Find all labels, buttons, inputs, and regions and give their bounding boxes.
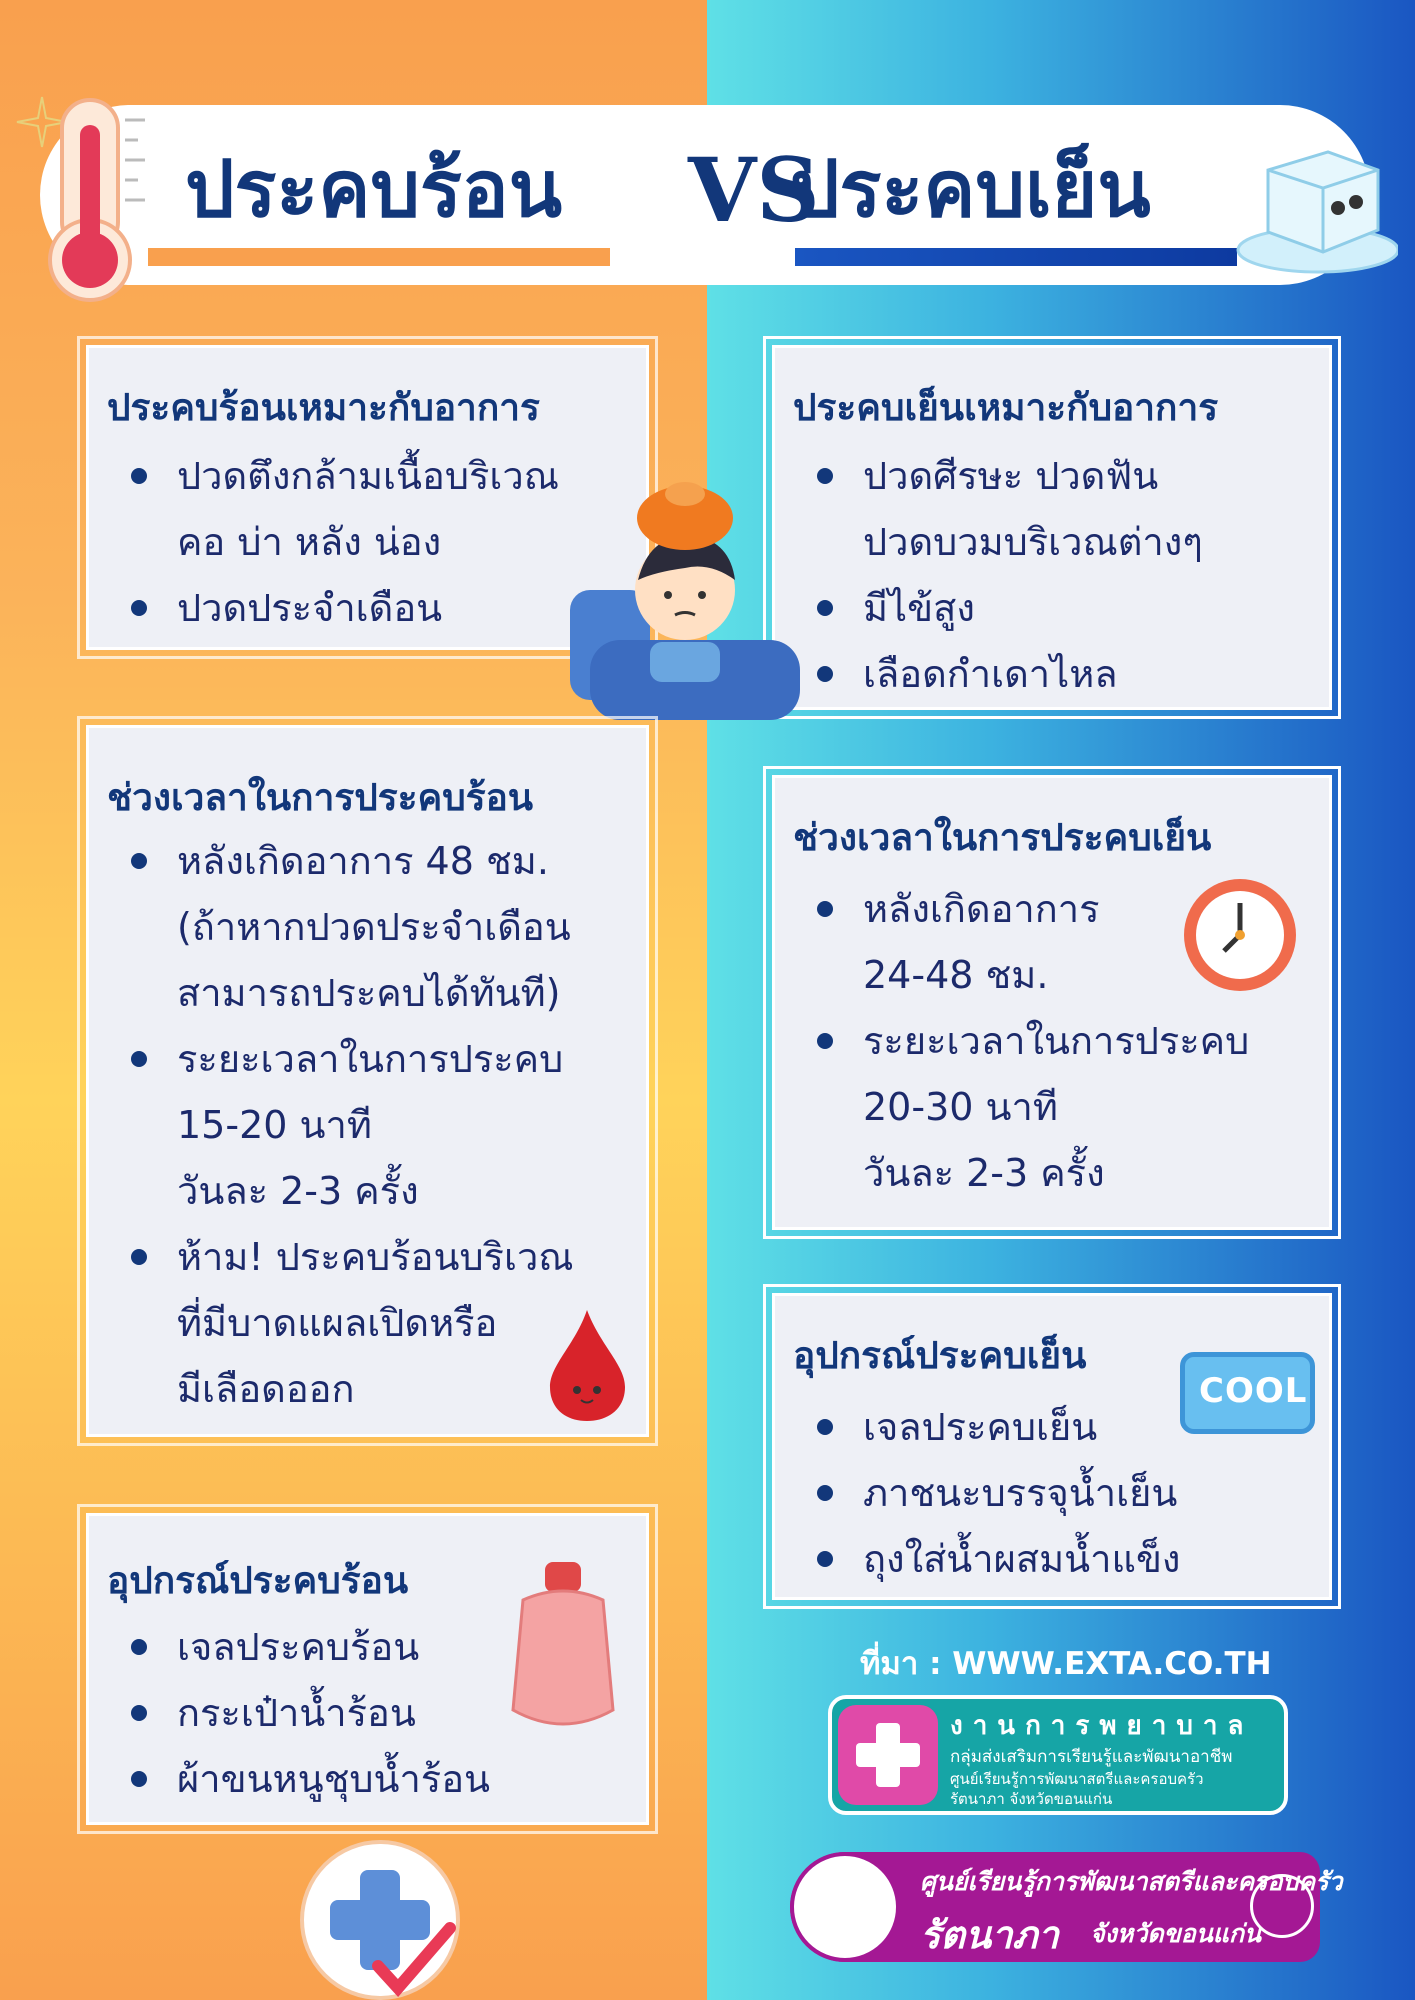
- nursing-badge-line2: กลุ่มส่งเสริมการเรียนรู้และพัฒนาอาชีพ: [950, 1747, 1233, 1767]
- title-hot: ประคบร้อน: [185, 145, 563, 235]
- center-badge-line1: ศูนย์เรียนรู้การพัฒนาสตรีและครอบครัว: [920, 1867, 1343, 1896]
- cold-symptoms-heading: ประคบเย็นเหมาะกับอาการ: [793, 386, 1219, 429]
- cold-equipment-heading: อุปกรณ์ประคบเย็น: [793, 1334, 1087, 1377]
- hot-equipment-heading: อุปกรณ์ประคบร้อน: [107, 1559, 409, 1602]
- hot-water-bottle-icon: [505, 1560, 620, 1740]
- nursing-badge-title: งานการพยาบาล: [950, 1711, 1254, 1741]
- list-item: ถุงใส่น้ำผสมน้ำแข็ง: [813, 1526, 1180, 1592]
- list-item: ผ้าขนหนูชุบน้ำร้อน: [127, 1746, 490, 1812]
- cold-timing-box: [772, 775, 1332, 1230]
- medical-cross-icon: [838, 1705, 938, 1805]
- list-item: เจลประคบร้อน: [127, 1614, 490, 1680]
- title-cold: ประคบเย็น: [790, 145, 1151, 235]
- list-item: เจลประคบเย็น: [813, 1394, 1180, 1460]
- family-icon: [1250, 1874, 1314, 1938]
- title-hot-underline: [148, 248, 610, 266]
- list-item: ปวดประจำเดือน: [127, 575, 559, 641]
- blood-drop-icon: [545, 1305, 630, 1425]
- list-item: ระยะเวลาในการประคบ 20-30 นาที วันละ 2-3 ครั้ง: [813, 1008, 1249, 1206]
- list-item: ห้าม! ประคบร้อนบริเวณ ที่มีบาดแผลเปิดหรือ มีเลือดออก: [127, 1224, 574, 1422]
- thermometer-icon: [40, 95, 150, 305]
- nursing-badge: [828, 1695, 1288, 1815]
- cool-sign-icon: [1180, 1352, 1315, 1434]
- cold-symptoms-box: [772, 345, 1332, 710]
- clock-icon: [1180, 875, 1300, 995]
- emblem-logo: [790, 1852, 900, 1962]
- list-item: ภาชนะบรรจุน้ำเย็น: [813, 1460, 1180, 1526]
- hot-timing-heading: ช่วงเวลาในการประคบร้อน: [107, 776, 534, 819]
- medical-cross-icon: [300, 1838, 460, 2000]
- title-vs: VS: [688, 138, 820, 242]
- cold-timing-heading: ช่วงเวลาในการประคบเย็น: [793, 816, 1212, 859]
- list-item: หลังเกิดอาการ 48 ชม. (ถ้าหากปวดประจำเดือน สามารถประคบได้ทันที): [127, 828, 574, 1026]
- list-item: ปวดศีรษะ ปวดฟัน ปวดบวมบริเวณต่างๆ: [813, 443, 1203, 575]
- list-item: กระเป๋าน้ำร้อน: [127, 1680, 490, 1746]
- center-badge-line3: จังหวัดขอนแก่น: [1090, 1919, 1262, 1948]
- sick-person-icon: [560, 470, 810, 720]
- center-badge: [790, 1852, 1343, 1962]
- ice-cube-icon: [1228, 130, 1398, 280]
- source-text: ที่มา : WWW.EXTA.CO.TH: [860, 1646, 1272, 1682]
- list-item: ปวดตึงกล้ามเนื้อบริเวณ คอ บ่า หลัง น่อง: [127, 443, 559, 575]
- cool-sign-text: COOL: [1199, 1371, 1308, 1411]
- list-item: หลังเกิดอาการ 24-48 ชม.: [813, 876, 1249, 1008]
- list-item: เลือดกำเดาไหล: [813, 641, 1203, 707]
- nursing-badge-line4: รัตนาภา จังหวัดขอนแก่น: [950, 1790, 1113, 1808]
- nursing-badge-line3: ศูนย์เรียนรู้การพัฒนาสตรีและครอบครัว: [950, 1770, 1204, 1788]
- center-badge-line2: รัตนาภา: [920, 1913, 1059, 1957]
- title-cold-underline: [795, 248, 1237, 266]
- cold-equipment-box: [772, 1293, 1332, 1600]
- list-item: มีไข้สูง: [813, 575, 1203, 641]
- list-item: ระยะเวลาในการประคบ 15-20 นาที วันละ 2-3 ครั้ง: [127, 1026, 574, 1224]
- hot-symptoms-heading: ประคบร้อนเหมาะกับอาการ: [107, 386, 540, 429]
